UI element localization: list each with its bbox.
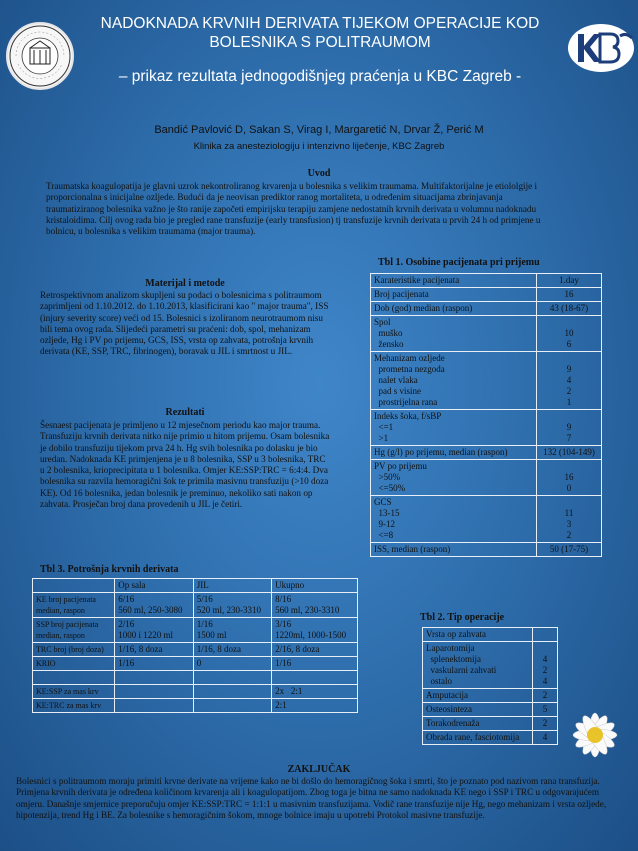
- table-cell: 1/16, 8 doza: [115, 643, 193, 657]
- table-cell: [33, 671, 115, 685]
- table-cell: KRIO: [33, 657, 115, 671]
- table-row: [371, 352, 602, 410]
- table-cell: KE:SSP za mas krv: [33, 685, 115, 699]
- table-cell: [115, 699, 193, 713]
- patient-characteristics-table: [370, 273, 602, 557]
- table-row: [371, 302, 602, 316]
- row-value: 9 4 2 1: [537, 352, 602, 410]
- table-row: [371, 410, 602, 446]
- row-label: Laparotomija splenektomija vaskularni zahvati ostalo: [423, 642, 533, 689]
- row-label: Broj pacijenata: [371, 288, 537, 302]
- table-row: [33, 643, 358, 657]
- table-row: [371, 288, 602, 302]
- table1-caption: Tbl 1. Osobine pacijenata pri prijemu: [378, 257, 540, 268]
- row-value: 4: [533, 731, 558, 745]
- table-cell: [272, 671, 358, 685]
- column-header: Ukupno: [272, 579, 358, 593]
- methods-title: Materijal i metode: [145, 278, 225, 289]
- table-cell: TRC broj (broj doza): [33, 643, 115, 657]
- row-label: GCS 13-15 9-12 <=8: [371, 496, 537, 543]
- table-cell: KE broj pacijenata median, raspon: [33, 593, 115, 618]
- table-cell: 0: [193, 657, 271, 671]
- row-label: PV po prijemu >50% <=50%: [371, 460, 537, 496]
- row-label: Dob (god) median (raspon): [371, 302, 537, 316]
- table-cell: 5/16 520 ml, 230-3310: [193, 593, 271, 618]
- row-value: 11 3 2: [537, 496, 602, 543]
- blood-derivative-consumption-table: [32, 578, 358, 713]
- table-row: [371, 543, 602, 557]
- table-cell: [115, 685, 193, 699]
- row-label: ISS, median (raspon): [371, 543, 537, 557]
- row-label: Spol muško žensko: [371, 316, 537, 352]
- row-label: Hg (g/l) po prijemu, median (raspon): [371, 446, 537, 460]
- row-value: 16: [537, 288, 602, 302]
- table-cell: 2/16, 8 doza: [272, 643, 358, 657]
- row-value: 10 6: [537, 316, 602, 352]
- row-label: Karateristike pacijenata: [371, 274, 537, 288]
- affiliation: Klinika za anesteziologiju i intenzivno liječenje, KBC Zagreb: [193, 141, 445, 152]
- table-row: [371, 460, 602, 496]
- row-value: 2: [533, 717, 558, 731]
- row-value: 9 7: [537, 410, 602, 446]
- table-cell: 2x 2:1: [272, 685, 358, 699]
- table-cell: [115, 671, 193, 685]
- table-row: [423, 703, 558, 717]
- university-seal-logo: [6, 22, 74, 90]
- results-title: Rezultati: [165, 407, 205, 418]
- table-row: [371, 496, 602, 543]
- row-value: 1.day: [537, 274, 602, 288]
- row-value: 43 (18-67): [537, 302, 602, 316]
- table-cell: 2:1: [272, 699, 358, 713]
- table-row: [33, 699, 358, 713]
- row-value: 5: [533, 703, 558, 717]
- row-value: 4 2 4: [533, 642, 558, 689]
- daisy-image: [560, 700, 630, 770]
- table-row: [33, 657, 358, 671]
- table-row: [371, 274, 602, 288]
- table-row: [371, 316, 602, 352]
- poster-subtitle: – prikaz rezultata jednogodišnjeg praćenja u KBC Zagreb -: [118, 68, 522, 85]
- row-label: Indeks šoka, f/sBP <=1 >1: [371, 410, 537, 446]
- row-value: 50 (17-75): [537, 543, 602, 557]
- table-row: [33, 593, 358, 618]
- table-cell: 1/16, 8 doza: [193, 643, 271, 657]
- table-header-row: [33, 579, 358, 593]
- row-label: Torakodrenaža: [423, 717, 533, 731]
- table-row: [371, 446, 602, 460]
- row-label: Mehanizam ozljede prometna nezgoda nalet vlaka pad s visine prostrijelna rana: [371, 352, 537, 410]
- table-row: [423, 689, 558, 703]
- authors: Bandić Pavlović D, Sakan S, Virag I, Margaretić N, Drvar Ž, Perić M: [154, 124, 484, 136]
- conclusion-text: Bolesnici s politraumom moraju primiti krvne derivate na vrijeme kako ne bi došlo do hemoragičnog šoka i smrti, što je poznato pod nazivom rana transfuzija. Primjena krvnih derivata je određena količinom krvarenja ali i koagulopatijom. Zbog toga je bitna ne samo nadoknada KE nego i SSP i TRC u odgovarajućem omjeru. Današnje smjernice preporučuju omjer KE:SSP:TRC = 1:1:1 u masivnim transfuzijama. Vodič rane transfuzije nije Hg, nego mehanizam i vrsta ozljede, hipotenzija, trend Hg i BE. Za bolesnike s hemoragičnim šokom, mnoge bolnice imaju u upotrebi Protokol masivne transfuzije.: [16, 776, 607, 820]
- table-cell: [193, 699, 271, 713]
- row-value: 2: [533, 689, 558, 703]
- methods-text: Retrospektivnom analizom skupljeni su podaci o bolesnicima s politraumom zaprimljeni od 1.10.2012. do 1.10.2013, klasificirani kao " major trauma", ISS (injury severity score) veći od 15. Bolesnici s izoliranom neurotraumom nisu bili tema ovog rada. Slijedeći parametri su praćeni: dob, spol, mehanizam ozljede, Hg i PV po prijemu, GCS, ISS, vrsta op zahvata, potrošnja krvnih derivata (KE, SSP, TRC, fibrinogen), boravak u JIL i smrtnost u JIL.: [40, 290, 329, 357]
- table-cell: SSP broj pacijenata median, raspon: [33, 618, 115, 643]
- column-header: Op sala: [115, 579, 193, 593]
- operation-type-table: [422, 627, 558, 745]
- table-cell: 2/16 1000 i 1220 ml: [115, 618, 193, 643]
- column-header: JIL: [193, 579, 271, 593]
- table-cell: 1/16: [272, 657, 358, 671]
- table-row: [33, 685, 358, 699]
- kbc-logo: [568, 24, 634, 72]
- table2-caption: Tbl 2. Tip operacije: [420, 612, 505, 623]
- table-cell: [193, 685, 271, 699]
- table-row: [423, 628, 558, 642]
- conclusion-title: ZAKLJUČAK: [287, 764, 351, 775]
- table-row: [33, 618, 358, 643]
- row-value: [533, 628, 558, 642]
- poster-title: NADOKNADA KRVNIH DERIVATA TIJEKOM OPERACIJE KOD BOLESNIKA S POLITRAUMOM: [100, 15, 540, 51]
- row-label: Vrsta op zahvata: [423, 628, 533, 642]
- table-row: [423, 717, 558, 731]
- table-row: [33, 671, 358, 685]
- table-cell: [193, 671, 271, 685]
- table-cell: 6/16 560 ml, 250-3080: [115, 593, 193, 618]
- row-label: Obrada rane, fasciotomija: [423, 731, 533, 745]
- row-label: Osteosinteza: [423, 703, 533, 717]
- table-cell: 1/16: [115, 657, 193, 671]
- table-row: [423, 642, 558, 689]
- introduction-text: Traumatska koagulopatija je glavni uzrok nekontroliranog krvarenja u bolesnika s velikim traumama. Multifaktorijalne je etiololgije i proporcionalna s inicijalne ozljede. Budući da je neovisan prediktor ranog mortaliteta, u određenim situacijama zbrinjavanja traumatiziranog bolesnika važno je što ranije započeti empirijsku terapiju zamjene nedostatnih krvnih derivata u volumnu nadoknadu kristaloidima. Cilj ovog rada bio je pregled rane transfuzije (early transfusion) tj transfuzije krvnih derivata u prvih 24 h od primjene u bolnicu, u bolesnika s velikim traumama (major trauma).: [46, 181, 541, 237]
- row-value: 16 0: [537, 460, 602, 496]
- row-value: 132 (104-149): [537, 446, 602, 460]
- table-row: [423, 731, 558, 745]
- table-cell: KE:TRC za mas krv: [33, 699, 115, 713]
- results-text: Šesnaest pacijenata je primljeno u 12 mjesečnom periodu kao major trauma. Transfuziju krvnih derivata nitko nije primio u hitom prijemu. Osam bolesnika je dobilo transfuziju tijekom prva 24 h. Hg svih bolesnika po dolasku je bio uredan. Nadoknada KE primjenjena je u 8 bolesnika, SSP u 3 bolesnika, TRC u 2 bolesnika, krioprecipitata u 1 bolesnika. Omjer KE:SSP:TRC = 6:4:4. Dva bolesnika su razvila hemoragični šok te primila masivnu transfuziju (>10 doza KE). Od 16 bolesnika, jedan bolesnik je preminuo, nekoliko sati nakon op zahvata. Prosječan broj dana provedenih u JIL je četiri.: [40, 420, 330, 510]
- column-header: [33, 579, 115, 593]
- row-label: Amputacija: [423, 689, 533, 703]
- table3-caption: Tbl 3. Potrošnja krvnih derivata: [40, 564, 179, 575]
- table-cell: 8/16 560 ml, 230-3310: [272, 593, 358, 618]
- table-cell: 3/16 1220ml, 1000-1500: [272, 618, 358, 643]
- introduction-title: Uvod: [307, 168, 331, 179]
- table-cell: 1/16 1500 ml: [193, 618, 271, 643]
